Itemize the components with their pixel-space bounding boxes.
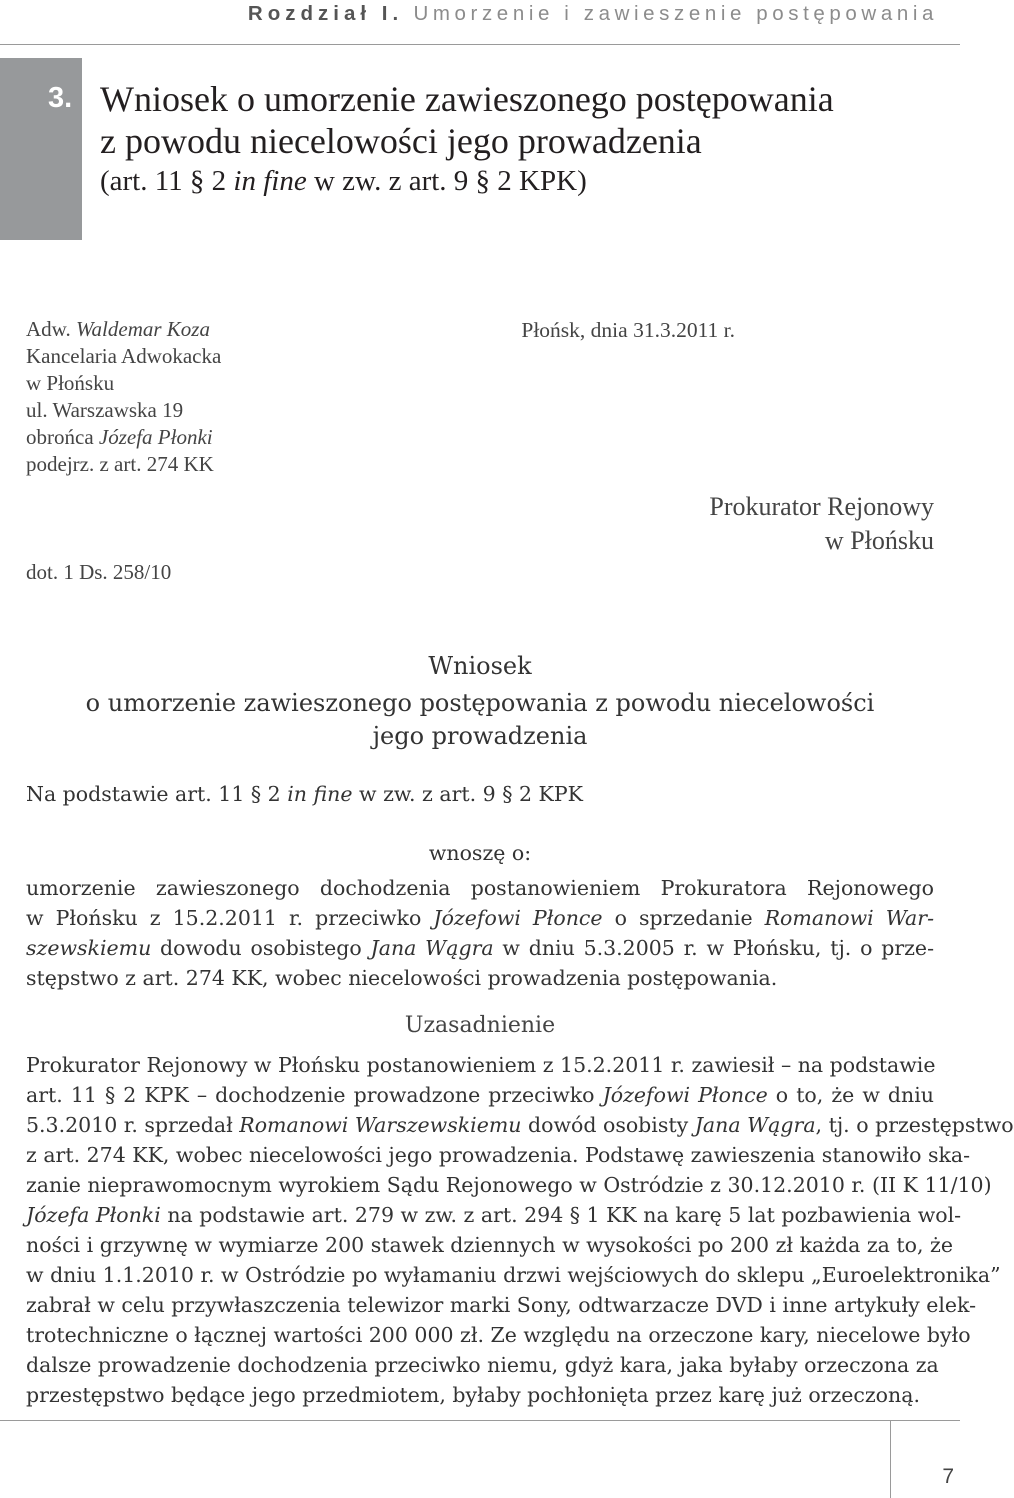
case-reference: dot. 1 Ds. 258/10 (26, 560, 172, 584)
sender-office: Kancelaria Adwokacka (26, 344, 222, 368)
paragraph-line: Józefa Płonki na podstawie art. 279 w zw. z art. 294 § 1 KK na karę 5 lat pozbawienia wol- (26, 1203, 962, 1227)
paragraph-line: trotechniczne o łącznej wartości 200 000 zł. Ze względu na orzeczone kary, niecelowe było (26, 1323, 971, 1347)
paragraph-line: umorzenie zawieszonego dochodzenia postanowieniem Prokuratora Rejonowego (26, 876, 934, 900)
request-paragraph (26, 873, 934, 993)
italic-name: Romanowi Warszewskiemu (239, 1113, 522, 1137)
paragraph-line: zanie nieprawomocnym wyrokiem Sądu Rejonowego w Ostródzie z 30.12.2010 r. (II K 11/10) (26, 1173, 992, 1197)
sender-street: ul. Warszawska 19 (26, 398, 184, 422)
paragraph-line: 5.3.2010 r. sprzedał Romanowi Warszewskiemu dowód osobisty Jana Wągra, tj. o przestępstwo (26, 1113, 1014, 1137)
document-subtitle (0, 687, 960, 753)
header-rule (0, 44, 960, 45)
sender-prefix: Adw. (26, 317, 76, 341)
footer-vertical-rule (890, 1420, 891, 1498)
paragraph-line: stępstwo z art. 274 KK, wobec niecelowości prowadzenia postępowania. (26, 966, 778, 990)
section-title-line: Wniosek o umorzenie zawieszonego postępowania (100, 79, 834, 119)
subtitle-part: w zw. z art. 9 § 2 KPK) (306, 165, 587, 197)
section-title (100, 78, 834, 162)
subtitle-italic: in fine (233, 165, 307, 197)
paragraph-line: szewskiemu dowodu osobistego Jana Wągra w dniu 5.3.2005 r. w Płońsku, tj. o prze- (26, 936, 934, 960)
recipient (709, 490, 934, 558)
page-number: 7 (942, 1465, 954, 1488)
document-title: Wniosek (428, 652, 532, 680)
paragraph-line: zabrał w celu przywłaszczenia telewizor marki Sony, odtwarzacze DVD i inne artykuły elek- (26, 1293, 977, 1317)
basis-part: w zw. z art. 9 § 2 KPK (352, 782, 583, 806)
italic-name: Jana Wągra (694, 1113, 816, 1137)
justification-heading: Uzasadnienie (404, 1013, 556, 1038)
sender-lawyer: Waldemar Koza (75, 317, 210, 341)
defender-name: Józefa Płonki (98, 425, 213, 449)
document-subtitle-line: o umorzenie zawieszonego postępowania z powodu niecelowości (85, 689, 875, 717)
italic-name: Józefowi Płonce (602, 1083, 768, 1107)
recipient-line: Prokurator Rejonowy (709, 492, 934, 521)
paragraph-line: przestępstwo będące jego przedmiotem, byłaby pochłonięta przez karę już orzeczoną. (26, 1383, 920, 1407)
sender-suspect: podejrz. z art. 274 KK (26, 452, 214, 476)
recipient-line: w Płońsku (824, 526, 934, 555)
italic-name: Józefowi Płonce (433, 906, 603, 930)
sender-name (26, 316, 210, 343)
sender-defender (26, 424, 213, 451)
basis-italic: in fine (287, 782, 353, 806)
paragraph-line: z art. 274 KK, wobec niecelowości jego prowadzenia. Podstawę zawieszenia stanowiło ska- (26, 1143, 971, 1167)
subtitle-part: (art. 11 § 2 (100, 165, 234, 197)
document-subtitle-line: jego prowadzenia (372, 722, 588, 750)
chapter-title: Umorzenie i zawieszenie postępowania (413, 2, 938, 25)
chapter-label: Rozdział I. (247, 2, 404, 25)
paragraph-line: Prokurator Rejonowy w Płońsku postanowieniem z 15.2.2011 r. zawiesił – na podstawie (26, 1053, 936, 1077)
footer-rule (0, 1420, 960, 1421)
sender-office-city: w Płońsku (26, 371, 115, 395)
paragraph-line: w dniu 1.1.2010 r. w Ostródzie po wyłamaniu drzwi wejściowych do sklepu „Euroelektronika” (26, 1263, 1001, 1287)
italic-name: Romanowi War- (764, 906, 934, 930)
justification-paragraph (26, 1050, 1014, 1410)
running-header (248, 2, 938, 26)
italic-name: Jana Wągra (370, 936, 494, 960)
section-number: 3. (48, 82, 73, 114)
paragraph-line: art. 11 § 2 KPK – dochodzenie prowadzone przeciwko Józefowi Płonce o to, że w dniu (26, 1083, 935, 1107)
paragraph-line: dalsze prowadzenie dochodzenia przeciwko niemu, gdyż kara, jaka byłaby orzeczona za (26, 1353, 939, 1377)
section-subtitle (100, 165, 587, 198)
place-date: Płońsk, dnia 31.3.2011 r. (521, 318, 735, 342)
paragraph-line: w Płońsku z 15.2.2011 r. przeciwko Józefowi Płonce o sprzedanie Romanowi War- (26, 906, 934, 930)
request-heading: wnoszę o: (428, 841, 532, 865)
section-title-line: z powodu niecelowości jego prowadzenia (100, 121, 702, 161)
italic-name: szewskiemu (26, 936, 152, 960)
defender-prefix: obrońca (26, 425, 99, 449)
paragraph-line: ności i grzywnę w wymiarze 200 stawek dziennych w wysokości po 200 zł każda za to, że (26, 1233, 953, 1257)
italic-name: Józefa Płonki (26, 1203, 161, 1227)
legal-basis (26, 779, 583, 809)
basis-part: Na podstawie art. 11 § 2 (26, 782, 288, 806)
